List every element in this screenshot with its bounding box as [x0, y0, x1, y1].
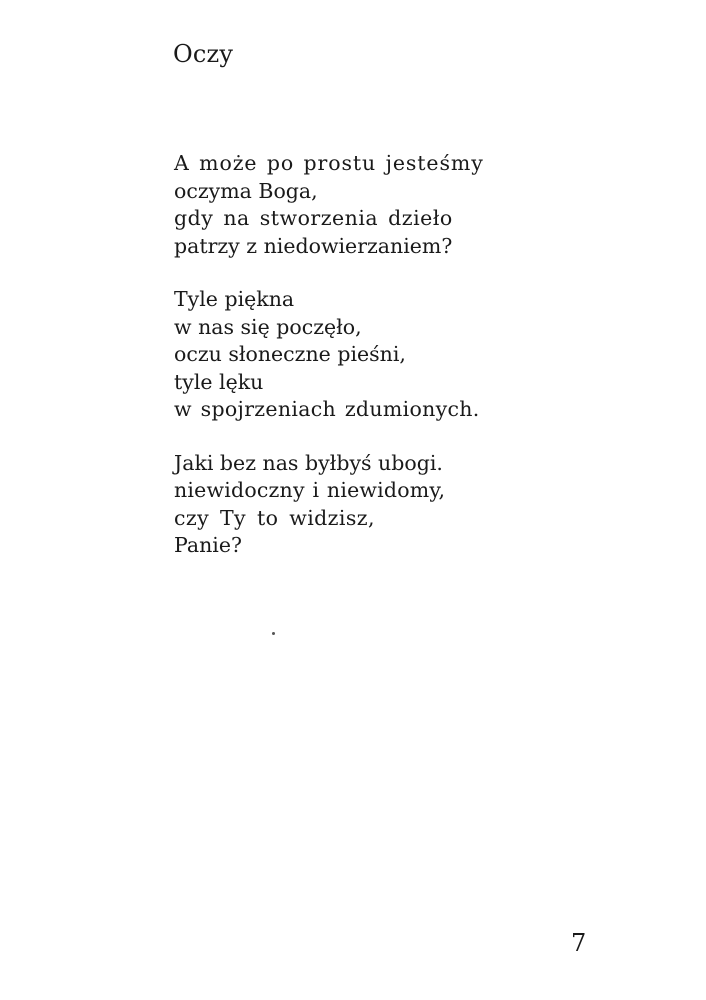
- poem-body: [174, 150, 594, 586]
- poem-title: Oczy: [173, 40, 234, 68]
- poem-line: Jaki bez nas byłbyś ubogi.: [174, 450, 443, 475]
- poem-line: Tyle piękna: [174, 287, 295, 311]
- page-number: 7: [571, 929, 587, 957]
- poem-line: Panie?: [174, 533, 242, 557]
- poem-line: niewidoczny i niewidomy,: [174, 478, 446, 502]
- poem-line: w nas się poczęło,: [174, 314, 362, 339]
- poem-line: oczyma Boga,: [174, 178, 318, 203]
- poem-line: tyle lęku: [174, 369, 264, 394]
- poem-line: oczu słoneczne pieśni,: [174, 342, 406, 366]
- poem-line: w spojrzeniach zdumionych.: [174, 397, 480, 421]
- poem-line: patrzy z niedowierzaniem?: [174, 233, 453, 258]
- stanza-3: [174, 450, 594, 560]
- stanza-2: [174, 286, 594, 424]
- poem-line: gdy na stworzenia dzieło: [174, 206, 453, 230]
- ink-speck: [272, 632, 275, 635]
- stanza-1: [174, 150, 594, 260]
- poem-line: czy Ty to widzisz,: [174, 505, 375, 530]
- poem-line: A może po prostu jesteśmy: [174, 151, 484, 175]
